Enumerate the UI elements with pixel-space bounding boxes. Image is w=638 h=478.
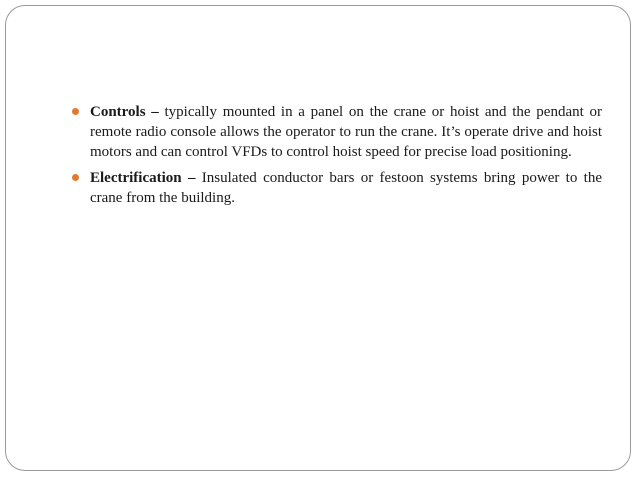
bullet-term: Electrification – — [90, 170, 196, 186]
bullet-item-controls — [72, 102, 602, 162]
slide-frame — [5, 5, 631, 471]
bullet-item-electrification — [72, 168, 602, 208]
bullet-text: typically mounted in a panel on the crane or hoist and the pendant or remote radio console allows the operator to run the crane. It’s operate drive and hoist motors and can control VFDs to control hoist speed for precise load positioning. — [90, 104, 602, 160]
bullet-list — [72, 102, 602, 214]
bullet-dot-icon — [72, 174, 79, 181]
bullet-text: Insulated conductor bars or festoon systems bring power to the crane from the building. — [90, 170, 602, 206]
bullet-term: Controls – — [90, 104, 159, 120]
bullet-dot-icon — [72, 108, 79, 115]
